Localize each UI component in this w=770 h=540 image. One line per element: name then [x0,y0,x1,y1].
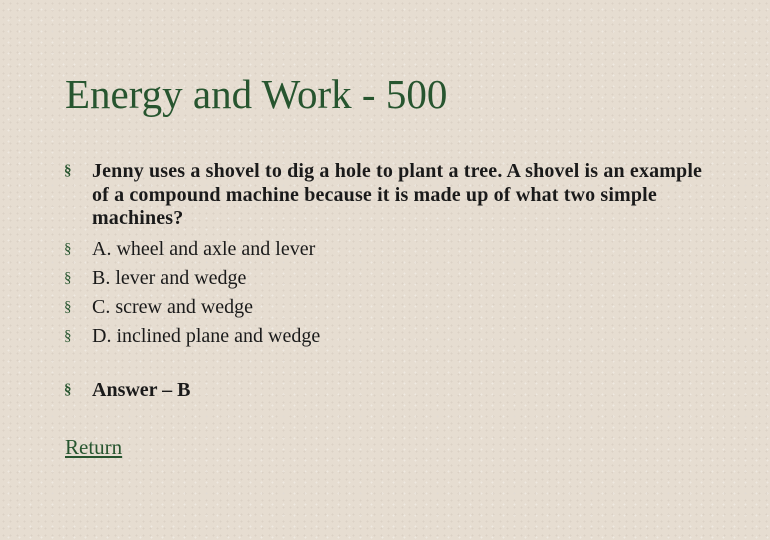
option-a [64,237,714,261]
bullet-marker-icon: § [64,298,72,315]
question-item [64,160,714,231]
option-d [64,324,714,348]
answer-text: Answer – B [92,379,191,401]
slide-title: Energy and Work - 500 [65,71,448,117]
option-text: B. lever and wedge [92,266,247,289]
bullet-marker-icon: § [64,240,72,257]
answer-item [64,378,714,402]
question-text: Jenny uses a shovel to dig a hole to plant a tree. A shovel is an example of a compound machine because it is made up of what two simple machines? [92,160,703,229]
option-text: A. wheel and axle and lever [92,237,316,260]
option-b [64,266,714,290]
answer-list [64,378,714,407]
bullet-marker-icon: § [64,382,72,398]
bullet-marker-icon: § [64,327,72,344]
bullet-marker-icon: § [64,269,72,286]
question-list [64,160,714,353]
option-text: C. screw and wedge [92,295,254,318]
bullet-marker-icon: § [64,163,72,179]
option-c [64,295,714,319]
return-link[interactable]: Return [65,435,123,459]
option-text: D. inclined plane and wedge [92,324,321,347]
